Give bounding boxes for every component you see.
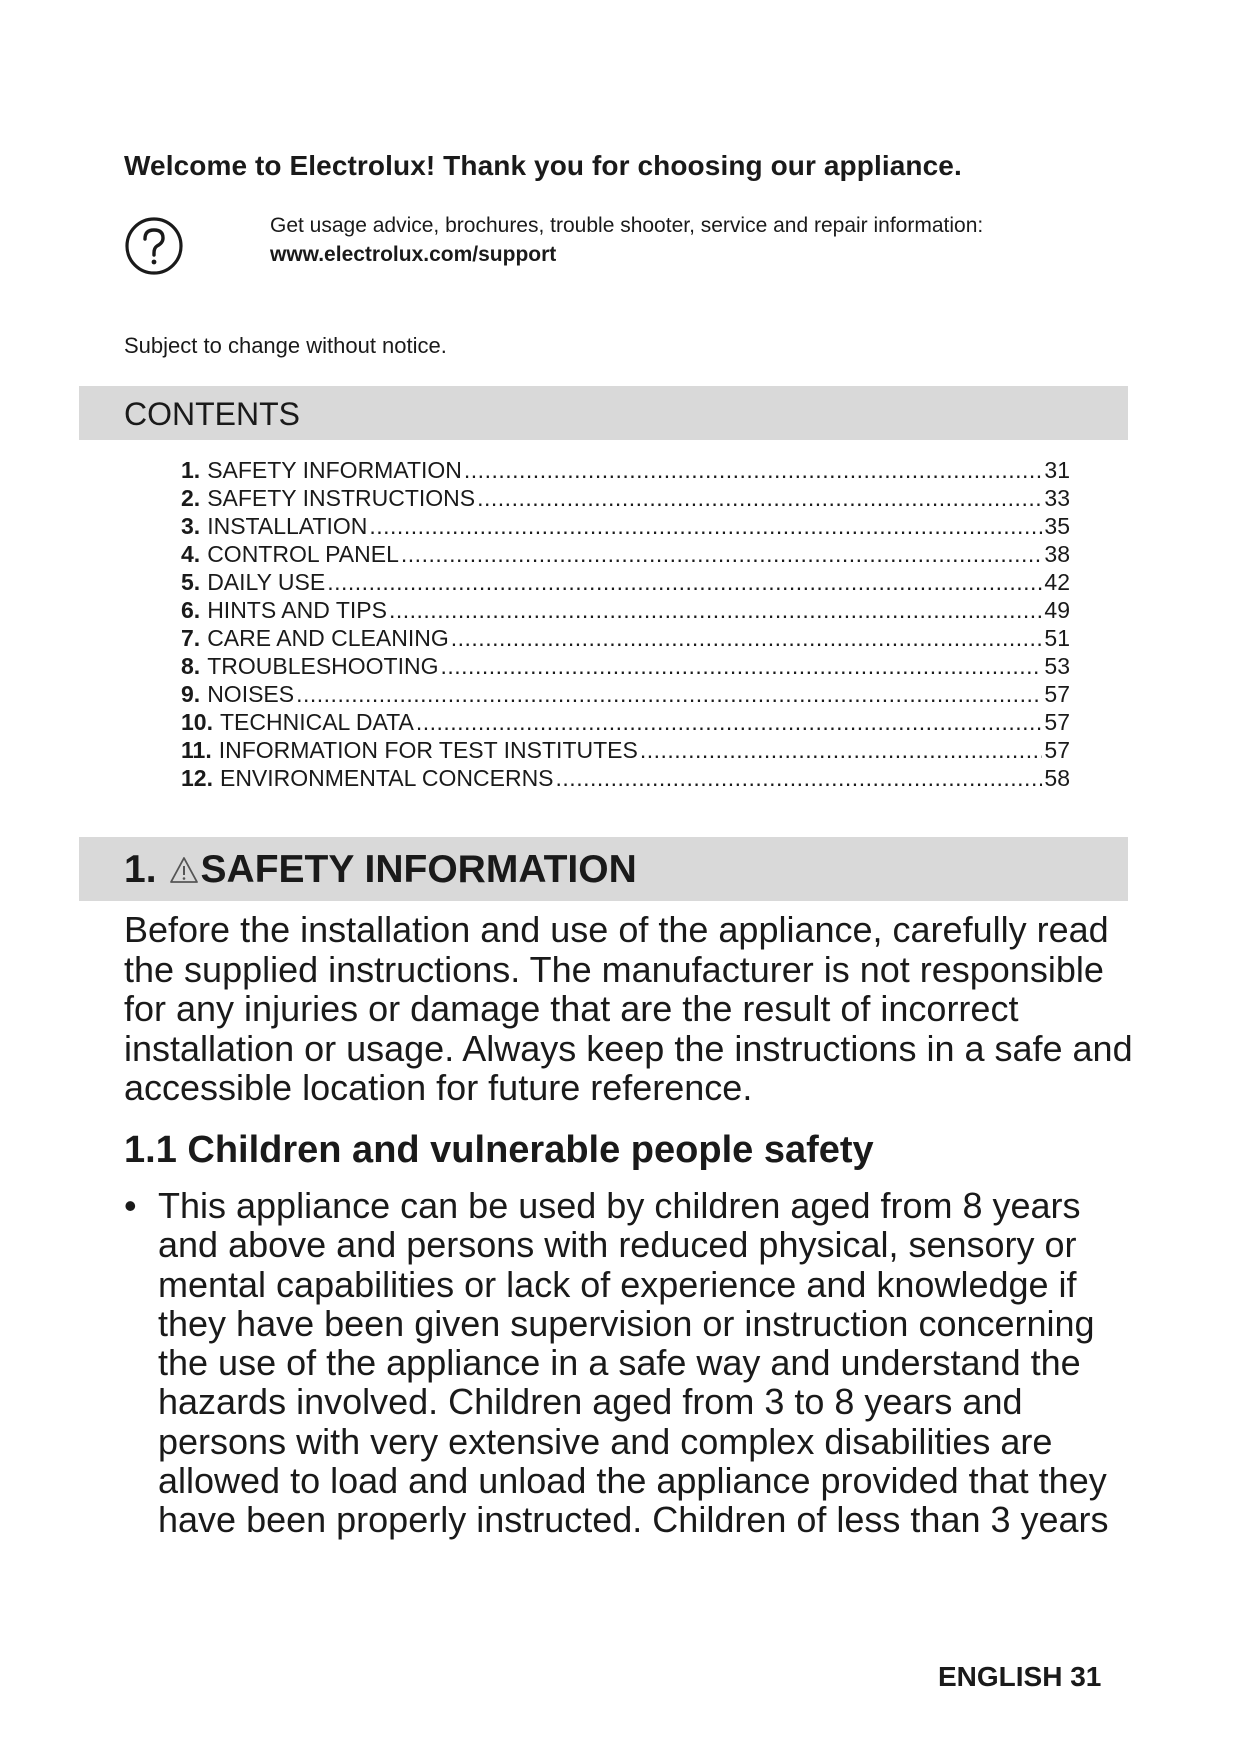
section-number: 1. [124,848,157,891]
toc-page: 57 [1044,737,1070,763]
toc-leader [556,765,1043,792]
toc-entry[interactable] [181,485,1070,513]
toc-leader [327,569,1042,596]
bullet-marker: • [124,1185,137,1226]
toc-page: 57 [1044,681,1070,707]
toc-number: 5. [181,569,201,595]
toc-page: 42 [1044,569,1070,595]
toc-leader [401,541,1043,568]
toc-leader [441,653,1043,680]
toc-leader [477,485,1042,512]
toc-label: INSTALLATION [207,513,368,539]
toc-entry[interactable] [181,681,1070,709]
toc-number: 11. [181,737,212,763]
toc-label: ENVIRONMENTAL CONCERNS [219,765,554,791]
toc-leader [640,737,1043,764]
toc-page: 57 [1044,709,1070,735]
toc-leader [296,681,1042,708]
toc-page: 38 [1044,541,1070,567]
toc-label: INFORMATION FOR TEST INSTITUTES [218,737,638,763]
toc-label: SAFETY INSTRUCTIONS [207,485,476,511]
toc-number: 6. [181,597,201,623]
change-notice: Subject to change without notice. [124,333,447,358]
toc-label: TECHNICAL DATA [219,709,414,735]
toc-label: TROUBLESHOOTING [207,653,439,679]
contents-header-band [79,386,1128,440]
toc-number: 9. [181,681,201,707]
toc-entry[interactable] [181,597,1070,625]
toc-number: 7. [181,625,201,651]
toc-entry[interactable] [181,569,1070,597]
toc-page: 53 [1044,653,1070,679]
toc-leader [369,513,1042,540]
toc-entry[interactable] [181,541,1070,569]
toc-entry[interactable] [181,765,1070,793]
toc-label: CONTROL PANEL [207,541,399,567]
support-info [270,211,983,269]
toc-page: 31 [1044,457,1070,483]
toc-entry[interactable] [181,737,1070,765]
toc-page: 35 [1044,513,1070,539]
toc-number: 12. [181,765,213,791]
toc-number: 1. [181,457,201,483]
toc-page: 51 [1044,625,1070,651]
toc-number: 10. [181,709,213,735]
toc-leader [464,457,1043,484]
toc-number: 8. [181,653,201,679]
toc-entry[interactable] [181,709,1070,737]
toc-label: HINTS AND TIPS [207,597,387,623]
toc-label: SAFETY INFORMATION [207,457,462,483]
section-title [124,848,637,892]
bullet-text: This appliance can be used by children aged from 8 years and above and persons with reduced physical, sensory or mental capabilities or lack of experience and knowledge if they have been given supervision or instruction concerning the use of the appliance in a safe way and understand the hazards involved. Children aged from 3 to 8 years and persons with very extensive and complex disabilities are allowed to load and unload the appliance provided that they have been properly instructed. Children of less than 3 years [158,1185,1109,1541]
section-title-text: SAFETY INFORMATION [200,848,637,891]
toc-page: 49 [1044,597,1070,623]
toc-label: CARE AND CLEANING [207,625,449,651]
contents-title: CONTENTS [124,396,300,432]
toc-leader [451,625,1043,652]
toc-entry[interactable] [181,625,1070,653]
toc-leader [416,709,1043,736]
toc-number: 3. [181,513,201,539]
toc-page: 33 [1044,485,1070,511]
safety-header-band [79,837,1128,901]
support-description: Get usage advice, brochures, trouble shooter, service and repair information: [270,214,984,237]
toc-entry[interactable] [181,653,1070,681]
subsection-heading: 1.1 Children and vulnerable people safety [124,1129,874,1171]
toc-leader [389,597,1042,624]
toc-number: 4. [181,541,201,567]
warning-triangle-icon [169,856,199,884]
toc-entry[interactable] [181,513,1070,541]
toc-page: 58 [1044,765,1070,791]
bullet-item [124,1186,1134,1540]
toc-label: DAILY USE [207,569,326,595]
toc-number: 2. [181,485,201,511]
toc-entry[interactable] [181,457,1070,485]
support-link[interactable]: www.electrolux.com/support [270,243,557,266]
toc-label: NOISES [207,681,295,707]
page-footer: ENGLISH 31 [938,1661,1102,1692]
table-of-contents [181,457,1070,793]
intro-paragraph: Before the installation and use of the appliance, carefully read the supplied instructions. The manufacturer is not responsible for any injuries or damage that are the result of incorrect installation or usage. Always keep the instructions in a safe and accessible location for future reference. [124,909,1133,1108]
welcome-heading: Welcome to Electrolux! Thank you for choosing our appliance. [124,150,962,181]
question-circle-icon [124,216,184,276]
